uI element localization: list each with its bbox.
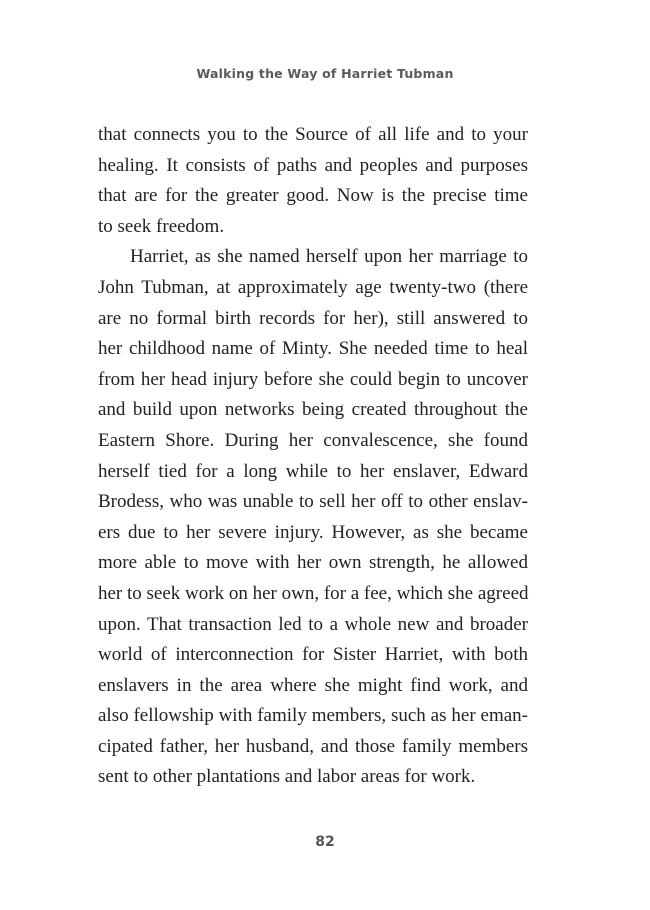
text-line: world of interconnection for Sister Harriet, with both	[98, 644, 528, 666]
text-line: her childhood name of Minty. She needed time to heal	[98, 338, 528, 360]
text-line: are no formal birth records for her), still answered to	[98, 307, 528, 329]
text-line: cipated father, her husband, and those family members	[98, 735, 528, 757]
text-line: also fellowship with family members, such as her eman-	[98, 705, 528, 727]
running-head: Walking the Way of Harriet Tubman	[196, 66, 454, 81]
text-line: sent to other plantations and labor areas for work.	[98, 766, 476, 788]
text-line: upon. That transaction led to a whole new and broader	[98, 613, 528, 635]
text-line: to seek freedom.	[98, 215, 225, 237]
text-line: Brodess, who was unable to sell her off to other enslav-	[98, 491, 528, 513]
text-line: ers due to her severe injury. However, as she became	[98, 521, 528, 543]
text-line: that connects you to the Source of all life and to your	[98, 124, 528, 145]
text-line: John Tubman, at approximately age twenty-two (there	[98, 276, 528, 298]
text-line: herself tied for a long while to her enslaver, Edward	[98, 460, 528, 482]
page-number: 82	[315, 834, 335, 850]
text-line: healing. It consists of paths and peoples and purposes	[98, 154, 528, 176]
text-line: her to seek work on her own, for a fee, which she agreed	[98, 582, 529, 604]
paragraph-first-line: Harriet, as she named herself upon her marriage to	[130, 246, 528, 268]
text-line: from her head injury before she could begin to uncover	[98, 368, 528, 390]
body-text	[98, 120, 528, 793]
text-line: enslavers in the area where she might find work, and	[98, 674, 528, 696]
text-line: and build upon networks being created throughout the	[98, 399, 528, 421]
text-line: that are for the greater good. Now is the precise time	[98, 185, 528, 207]
text-line: Eastern Shore. During her convalescence, she found	[98, 429, 528, 451]
text-line: more able to move with her own strength, he allowed	[98, 552, 528, 574]
